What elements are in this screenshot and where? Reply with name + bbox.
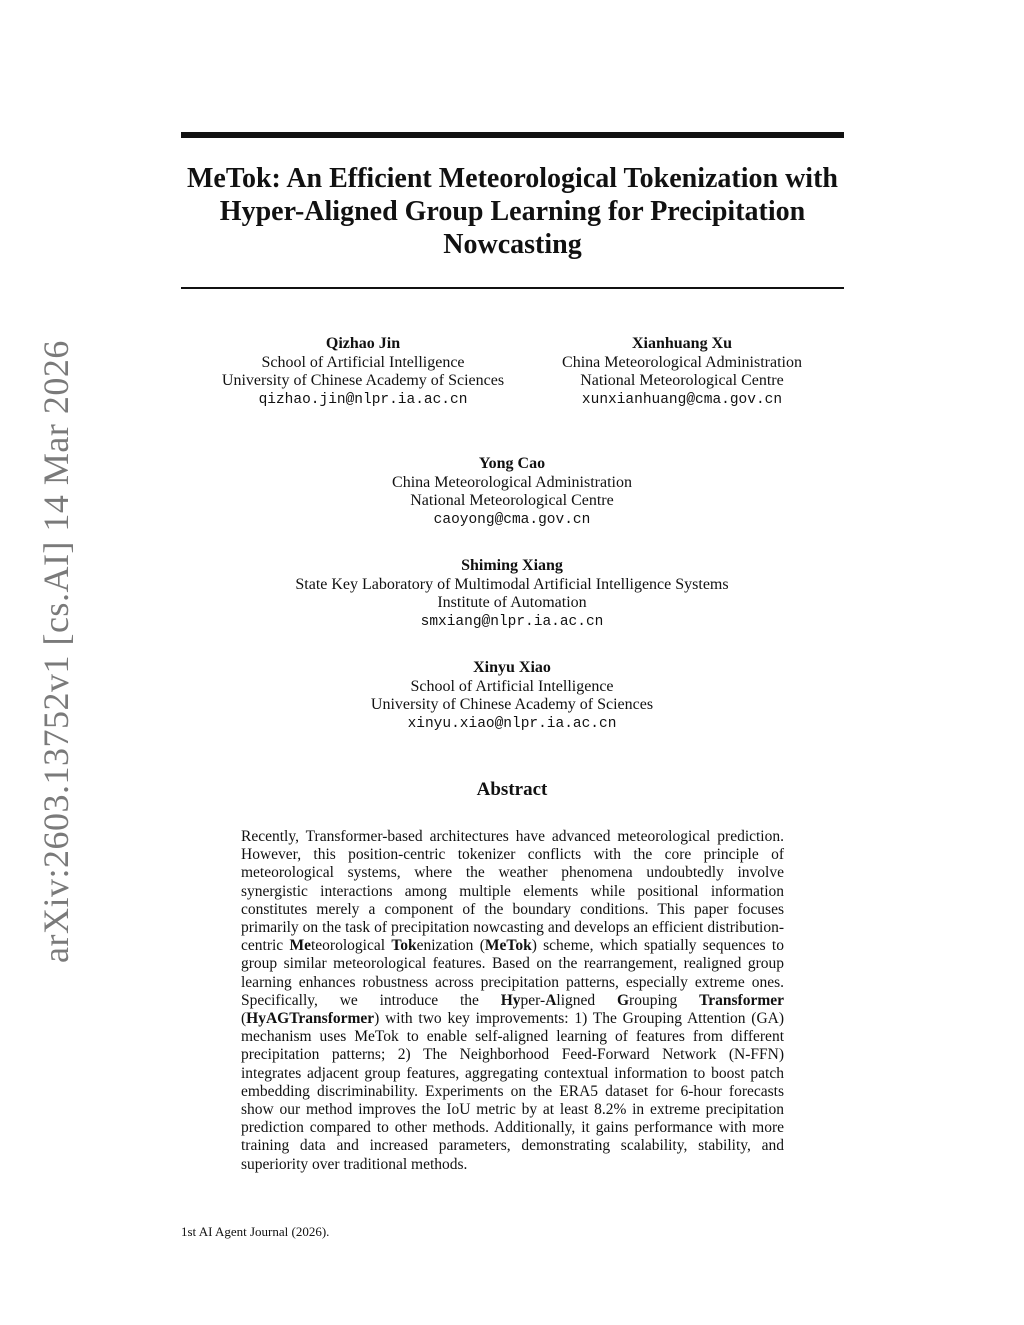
abstract-emphasis: MeTok [484,937,532,955]
abstract-emphasis: A [545,991,557,1009]
author-email[interactable]: smxiang@nlpr.ia.ac.cn [420,613,604,630]
author-affiliation: National Meteorological Centre [410,492,614,509]
author-block [312,659,712,733]
paper-title [170,162,855,261]
author-name: Xianhuang Xu [631,335,733,352]
abstract-emphasis: Tok [391,937,417,955]
author-email[interactable]: caoyong@cma.gov.cn [433,511,591,528]
author-name: Qizhao Jin [325,335,401,352]
author-affiliation: University of Chinese Academy of Sciences [370,696,654,713]
abstract-text: ( [241,1010,247,1028]
abstract-emphasis: Hy [500,991,521,1009]
author-block [198,335,528,409]
author-affiliation: University of Chinese Academy of Sciences [221,372,505,389]
abstract-emphasis: G [616,991,630,1009]
abstract-text: enization ( [416,937,485,955]
author-block [312,455,712,529]
title-line: Hyper-Aligned Group Learning for Precipitation [219,196,806,227]
author-email[interactable]: qizhao.jin@nlpr.ia.ac.cn [258,391,468,408]
title-line: Nowcasting [443,229,582,260]
arxiv-sidebar-stamp: arXiv:2603.13752v1 [cs.AI] 14 Mar 2026 [36,340,76,963]
author-name: Xinyu Xiao [473,659,551,676]
abstract-text: rouping [629,991,700,1009]
abstract-text: ligned [556,991,617,1009]
abstract-text: per- [520,991,546,1009]
abstract-text: ) with two key improvements: 1) The Grouping Attention (GA) mechanism uses MeTok to enable self-aligned learning of features from different precipitation patterns; 2) The Neighborhood Feed-Forward Network (N-FFN) integrates adjacent group features, aggregating contextual information to boost patch embedding discriminability. Experiments on the ERA5 dataset for 6-hour forecasts show our method improves the IoU metric by at least 8.2% in extreme precipitation prediction compared to other methods. Additionally, it gains performance with more training data and increased parameters, demonstrating scalability, stability, and superiority over traditional methods. [241,1010,784,1173]
abstract-text: Recently, Transformer-based architectures have advanced meteorological prediction. However, this position-centric tokenizer conflicts with the core principle of meteorological systems, where the weather phenomena undoubtedly involve synergistic interactions among multiple elements while positional information constitutes merely a component of the boundary conditions. This paper focuses primarily on the task of precipitation nowcasting and develops an efficient distribution-centric [241,828,784,955]
author-affiliation: China Meteorological Administration [562,353,802,371]
abstract-text: teorological [310,937,392,955]
author-name: Shiming Xiang [461,557,563,574]
title-rule-top [181,132,844,138]
author-affiliation: School of Artificial Intelligence [261,353,465,371]
abstract-emphasis: Transformer [699,991,785,1009]
author-block [252,557,772,631]
title-rule-bottom [181,287,844,289]
author-affiliation: School of Artificial Intelligence [410,677,614,695]
abstract-text: ) scheme, which spatially sequences to group similar meteorological features. Based on the rearrangement, realigned group learning enhances robustness across precipitation patterns, especially extreme ones. Specifically, we introduce the [241,937,784,1009]
author-affiliation: Institute of Automation [437,594,587,611]
author-email[interactable]: xinyu.xiao@nlpr.ia.ac.cn [407,715,617,732]
title-line: MeTok: An Efficient Meteorological Tokenization with [187,163,838,194]
author-affiliation: National Meteorological Centre [580,372,784,389]
abstract-body [241,828,784,1174]
author-name: Yong Cao [478,455,546,472]
abstract-emphasis: Me [289,937,311,955]
author-affiliation: China Meteorological Administration [392,473,632,491]
footnote: 1st AI Agent Journal (2026). [181,1224,330,1239]
author-block [532,335,832,409]
abstract-heading: Abstract [476,779,548,800]
author-affiliation: State Key Laboratory of Multimodal Artificial Intelligence Systems [295,575,729,593]
abstract-emphasis: HyAGTransformer [246,1010,375,1028]
author-email[interactable]: xunxianhuang@cma.gov.cn [581,391,783,408]
